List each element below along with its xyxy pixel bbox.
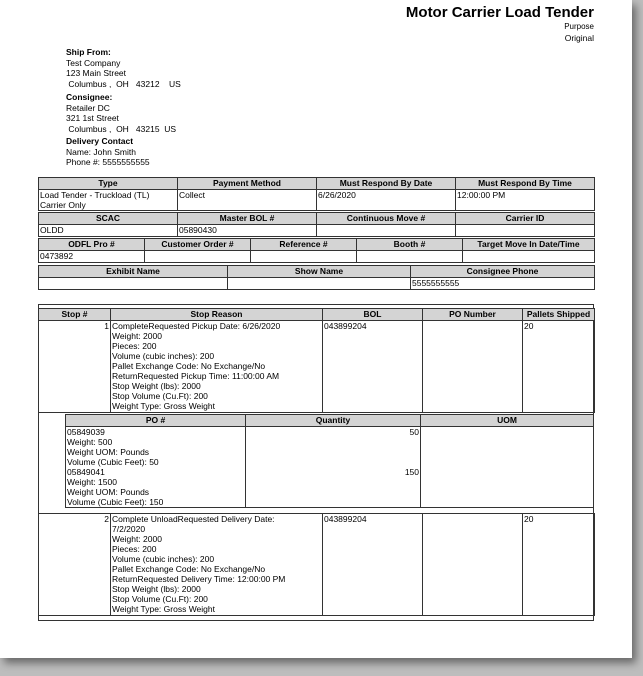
- target-move-value: [463, 251, 595, 263]
- po-line: Weight: 1500: [67, 477, 117, 487]
- table-row: [66, 427, 594, 468]
- stop-reason-line: Weight: 2000: [112, 331, 162, 341]
- stop-reason-line: Volume (cubic inches): 200: [112, 351, 215, 361]
- ship-from-line: Test Company: [66, 57, 121, 68]
- consignee-phone-header: Consignee Phone: [411, 266, 595, 278]
- stop-reason-line: Pieces: 200: [112, 341, 157, 351]
- stop-reason: [111, 321, 323, 413]
- stop-reason-line: Stop Volume (Cu.Ft): 200: [112, 594, 208, 604]
- exhibit-name-header: Exhibit Name: [39, 266, 228, 278]
- address-block: [66, 47, 181, 168]
- stop-reason-line: 7/2/2020: [112, 524, 146, 534]
- delivery-contact-line: Phone #: 5555555555: [66, 157, 150, 167]
- must-respond-time-header: Must Respond By Time: [456, 178, 595, 190]
- stop-reason-line: Stop Weight (lbs): 2000: [112, 381, 201, 391]
- po-details: [66, 427, 246, 468]
- consignee-heading: Consignee:: [66, 92, 113, 102]
- customer-order-value: [145, 251, 251, 263]
- continuous-move-value: [317, 225, 456, 237]
- info-table-pro: [38, 238, 595, 263]
- purpose-value: Original: [564, 33, 594, 43]
- ship-from-line: 123 Main Street: [66, 68, 127, 78]
- stop-reason-line: CompleteRequested Pickup Date: 6/26/2020: [112, 321, 281, 331]
- customer-order-header: Customer Order #: [145, 239, 251, 251]
- stop-reason-line: Pallet Exchange Code: No Exchange/No: [112, 564, 266, 574]
- info-table-scac: [38, 212, 595, 237]
- po-line: Volume (Cubic Feet): 150: [67, 497, 164, 507]
- po-line: Weight UOM: Pounds: [67, 487, 150, 497]
- delivery-contact-heading: Delivery Contact: [66, 136, 134, 146]
- po-header: PO #: [66, 415, 246, 427]
- stop-reason-line: Weight Type: Gross Weight: [112, 604, 215, 614]
- quantity-value: 150: [246, 467, 421, 508]
- master-bol-value: 05890430: [178, 225, 317, 237]
- info-table-type: [38, 177, 595, 211]
- pro-number-value: 0473892: [39, 251, 145, 263]
- scac-header: SCAC: [39, 213, 178, 225]
- reference-header: Reference #: [251, 239, 357, 251]
- quantity-header: Quantity: [246, 415, 421, 427]
- po-line: Volume (Cubic Feet): 50: [67, 457, 159, 467]
- bol-header: BOL: [323, 309, 423, 321]
- stops-bottom-border: [38, 620, 594, 621]
- consignee-line: Retailer DC: [66, 102, 110, 113]
- type-header: Type: [39, 178, 178, 190]
- carrier-id-value: [456, 225, 595, 237]
- pallets-value: 20: [523, 321, 595, 413]
- ship-from-heading: Ship From:: [66, 47, 111, 57]
- stops-table-stop-2: [38, 513, 595, 616]
- stop-reason-line: Pieces: 200: [112, 544, 157, 554]
- bol-value: 043899204: [323, 514, 423, 616]
- info-table-exhibit: [38, 265, 595, 290]
- po-line: Weight: 500: [67, 437, 113, 447]
- exhibit-name-value: [39, 278, 228, 290]
- consignee-line: 321 1st Street: [66, 113, 119, 123]
- stop-reason-line: Stop Weight (lbs): 2000: [112, 584, 201, 594]
- stop-reason-line: Complete UnloadRequested Delivery Date:: [112, 514, 275, 524]
- type-value: Load Tender - Truckload (TL) Carrier Only: [39, 190, 178, 211]
- stop-reason-line: Pallet Exchange Code: No Exchange/No: [112, 361, 266, 371]
- target-move-header: Target Move In Date/Time: [463, 239, 595, 251]
- payment-method-value: Collect: [178, 190, 317, 211]
- booth-value: [357, 251, 463, 263]
- stop-reason: [111, 514, 323, 616]
- purpose-label: Purpose: [564, 22, 594, 31]
- show-name-value: [228, 278, 411, 290]
- stop-reason-line: Stop Volume (Cu.Ft): 200: [112, 391, 208, 401]
- consignee-phone-value: 5555555555: [411, 278, 595, 290]
- booth-header: Booth #: [357, 239, 463, 251]
- consignee-line: Columbus , OH 43215 US: [66, 123, 177, 134]
- uom-header: UOM: [421, 415, 594, 427]
- po-number-value: [423, 321, 523, 413]
- stop-number-header: Stop #: [39, 309, 111, 321]
- table-row: [39, 514, 595, 616]
- ship-from-line: Columbus , OH 43212 US: [66, 78, 181, 89]
- uom-value: [421, 467, 594, 508]
- pallets-value: 20: [523, 514, 595, 616]
- uom-value: [421, 427, 594, 468]
- table-row: [39, 321, 595, 413]
- stop-reason-line: Volume (cubic inches): 200: [112, 554, 215, 564]
- stop-number: 2: [39, 514, 111, 616]
- po-number-header: PO Number: [423, 309, 523, 321]
- carrier-id-header: Carrier ID: [456, 213, 595, 225]
- must-respond-time-value: 12:00:00 PM: [456, 190, 595, 211]
- po-details: [66, 467, 246, 508]
- scac-value: OLDD: [39, 225, 178, 237]
- po-line: Weight UOM: Pounds: [67, 447, 150, 457]
- po-line: 05849039: [67, 427, 105, 437]
- bol-value: 043899204: [323, 321, 423, 413]
- stop-reason-line: ReturnRequested Pickup Time: 11:00:00 AM: [112, 371, 280, 381]
- stops-top-border: [38, 304, 594, 305]
- stop-reason-line: ReturnRequested Delivery Time: 12:00:00 PM: [112, 574, 286, 584]
- delivery-contact-line: Name: John Smith: [66, 146, 136, 157]
- stops-table: [38, 308, 595, 413]
- po-number-value: [423, 514, 523, 616]
- must-respond-date-header: Must Respond By Date: [317, 178, 456, 190]
- pallets-shipped-header: Pallets Shipped: [523, 309, 595, 321]
- stop-reason-line: Weight Type: Gross Weight: [112, 401, 215, 411]
- stop-reason-header: Stop Reason: [111, 309, 323, 321]
- po-subtable: [65, 414, 594, 508]
- master-bol-header: Master BOL #: [178, 213, 317, 225]
- reference-value: [251, 251, 357, 263]
- must-respond-date-value: 6/26/2020: [317, 190, 456, 211]
- quantity-value: 50: [246, 427, 421, 468]
- table-row: [66, 467, 594, 508]
- pro-number-header: ODFL Pro #: [39, 239, 145, 251]
- document-title: Motor Carrier Load Tender: [405, 4, 594, 21]
- po-line: 05849041: [67, 467, 105, 477]
- payment-method-header: Payment Method: [178, 178, 317, 190]
- stop-reason-line: Weight: 2000: [112, 534, 162, 544]
- show-name-header: Show Name: [228, 266, 411, 278]
- stop-number: 1: [39, 321, 111, 413]
- continuous-move-header: Continuous Move #: [317, 213, 456, 225]
